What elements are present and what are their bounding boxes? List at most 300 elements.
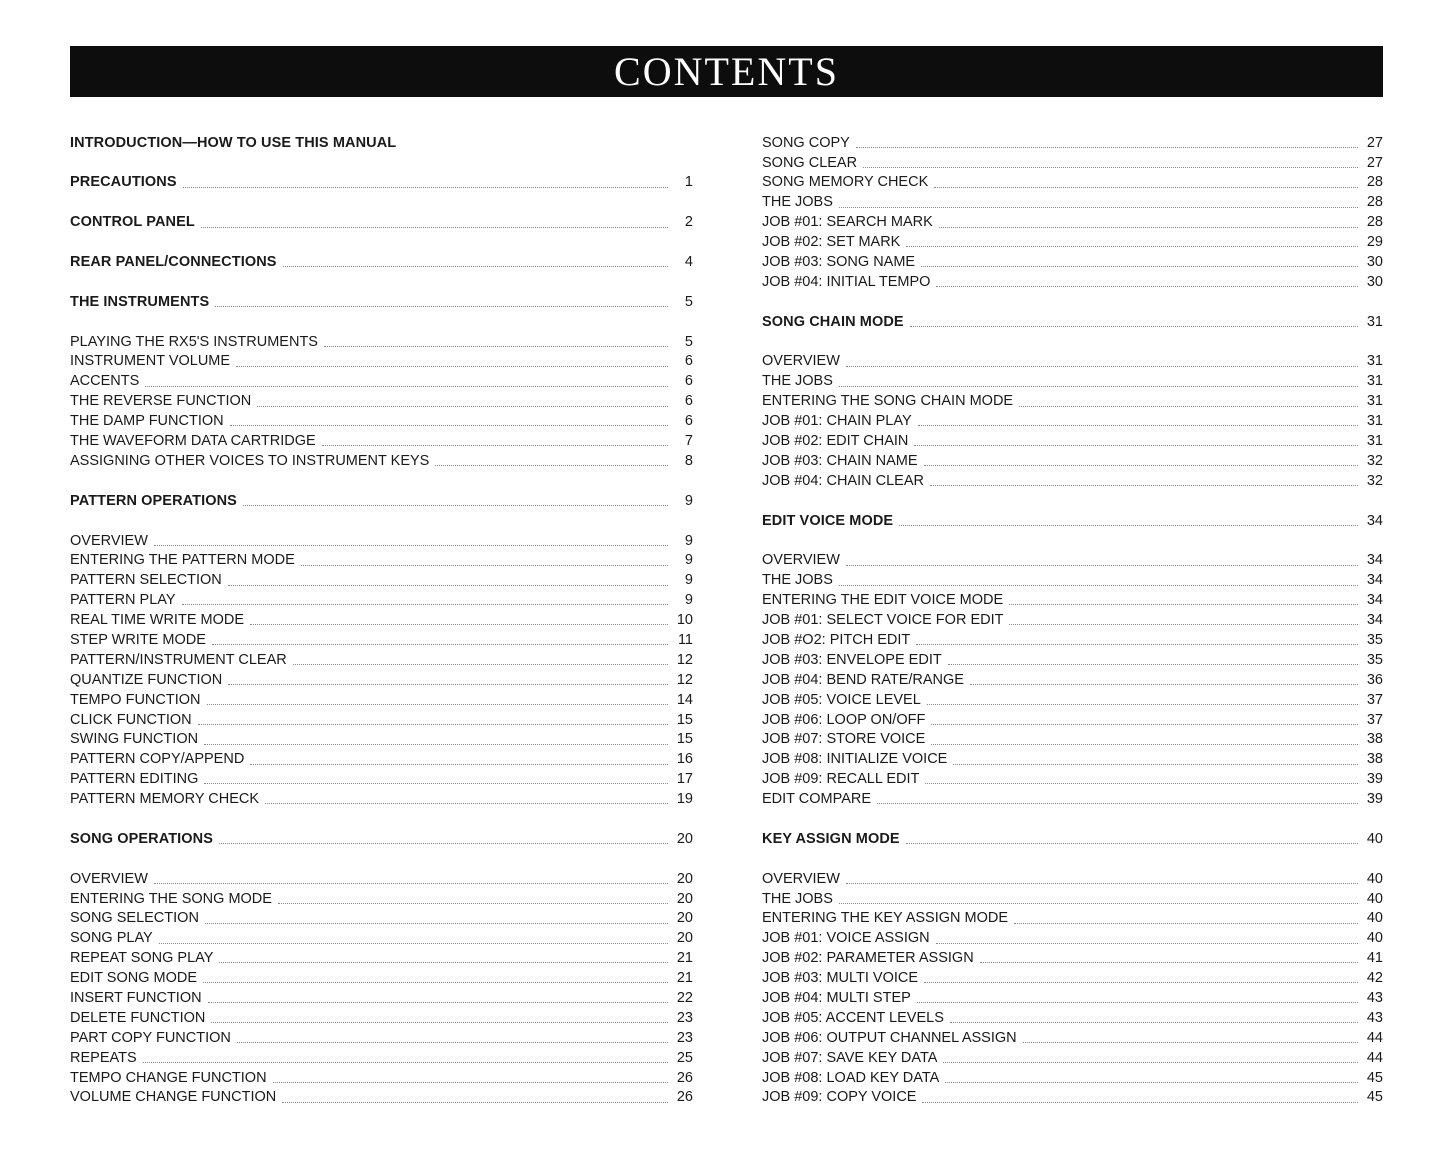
toc-entry[interactable] [70,610,693,630]
toc-entry[interactable] [762,1048,1383,1068]
toc-page-number: 40 [1366,870,1383,887]
toc-page-number: 6 [684,373,693,390]
toc-entry[interactable] [762,909,1383,929]
toc-entry[interactable] [762,1088,1383,1108]
toc-entry[interactable] [70,392,693,412]
toc-entry[interactable] [762,929,1383,949]
toc-page-number: 41 [1366,950,1383,967]
dot-leader [910,325,1358,327]
toc-entry[interactable] [762,133,1383,153]
dot-leader [204,743,668,745]
toc-page-number: 5 [684,333,693,350]
toc-entry[interactable] [762,471,1383,491]
toc-entry[interactable] [762,630,1383,650]
toc-page-number: 29 [1366,234,1383,251]
dot-leader [237,1041,668,1043]
toc-entry-label: OVERVIEW [70,532,148,549]
toc-section-heading[interactable] [70,252,693,272]
toc-spacer [70,849,693,869]
dot-leader [917,1001,1358,1003]
page-title: CONTENTS [614,48,839,94]
dot-leader [1014,922,1358,924]
toc-page-number: 27 [1366,154,1383,171]
toc-spacer [70,471,693,491]
toc-page-number: 16 [676,751,693,768]
toc-section-heading[interactable] [70,213,693,233]
dot-leader [1009,623,1358,625]
toc-entry[interactable] [762,173,1383,193]
dot-leader [1023,1041,1358,1043]
toc-page-number: 11 [677,631,693,648]
toc-entry-label: JOB #02: PARAMETER ASSIGN [762,950,974,967]
toc-entry-label: JOB #01: SEARCH MARK [762,214,933,231]
toc-page-number: 10 [676,612,693,629]
toc-entry[interactable] [762,411,1383,431]
toc-entry-label: REAR PANEL/CONNECTIONS [70,254,277,271]
dot-leader [839,584,1358,586]
dot-leader [899,524,1358,526]
dot-leader [931,743,1358,745]
dot-leader [228,584,668,586]
toc-entry[interactable] [762,590,1383,610]
toc-entry[interactable] [70,710,693,730]
toc-entry-label: THE JOBS [762,572,833,589]
toc-entry-label: JOB #05: ACCENT LEVELS [762,1009,944,1026]
toc-spacer [70,193,693,213]
toc-page-number: 34 [1366,572,1383,589]
toc-entry[interactable] [762,451,1383,471]
dot-leader [203,981,668,983]
dot-leader [301,564,668,566]
toc-entry-label: EDIT COMPARE [762,791,872,808]
toc-entry[interactable] [762,431,1383,451]
toc-entry-label: JOB #04: INITIAL TEMPO [762,273,931,290]
toc-page-number: 44 [1366,1029,1383,1046]
toc-entry-label: JOB #09: RECALL EDIT [762,771,920,788]
toc-entry-label: SONG MEMORY CHECK [762,174,929,191]
toc-entry[interactable] [762,153,1383,173]
dot-leader [936,285,1358,287]
dot-leader [934,186,1358,188]
toc-entry[interactable] [70,789,693,809]
dot-leader [922,1101,1358,1103]
dot-leader [283,265,668,267]
toc-spacer [70,272,693,292]
toc-entry[interactable] [70,988,693,1008]
toc-entry-label: ENTERING THE EDIT VOICE MODE [762,592,1004,609]
toc-entry[interactable] [762,710,1383,730]
toc-page-number: 23 [676,1009,693,1026]
dot-leader [198,723,668,725]
toc-entry[interactable] [70,451,693,471]
toc-entry[interactable] [762,1028,1383,1048]
toc-page-number: 40 [1366,910,1383,927]
toc-entry[interactable] [70,1088,693,1108]
toc-page-number: 34 [1366,612,1383,629]
toc-spacer [762,332,1383,352]
toc-right-column [762,133,1383,1108]
toc-entry[interactable] [762,650,1383,670]
toc-page-number: 40 [1366,890,1383,907]
toc-entry[interactable] [762,889,1383,909]
toc-entry[interactable] [762,869,1383,889]
dot-leader [154,882,668,884]
toc-entry-label: SWING FUNCTION [70,731,199,748]
toc-entry[interactable] [70,690,693,710]
toc-section-heading[interactable] [70,292,693,312]
dot-leader [943,1061,1358,1063]
toc-entry[interactable] [762,770,1383,790]
toc-entry-label: JOB #01: SELECT VOICE FOR EDIT [762,612,1004,629]
toc-entry-label: PATTERN OPERATIONS [70,492,237,509]
toc-page-number: 32 [1366,472,1383,489]
dot-leader [948,663,1358,665]
toc-page-number: 31 [1366,373,1383,390]
toc-spacer [762,292,1383,312]
toc-page-number: 34 [1366,552,1383,569]
dot-leader [839,206,1358,208]
toc-entry[interactable] [70,670,693,690]
toc-page-number: 17 [676,771,693,788]
toc-page-number: 26 [676,1089,693,1106]
toc-page-number: 26 [676,1069,693,1086]
toc-entry-label: EDIT VOICE MODE [762,512,894,529]
dot-leader [145,385,668,387]
toc-entry-label: JOB #O2: PITCH EDIT [762,631,911,648]
dot-leader [906,245,1358,247]
toc-entry[interactable] [762,968,1383,988]
dot-leader [839,385,1358,387]
toc-entry-label: DELETE FUNCTION [70,1009,206,1026]
dot-leader [950,1021,1358,1023]
toc-entry-label: JOB #03: SONG NAME [762,254,916,271]
dot-leader [293,663,668,665]
dot-leader [208,1001,668,1003]
toc-entry-label: JOB #03: ENVELOPE EDIT [762,651,942,668]
toc-entry-label: INTRODUCTION—HOW TO USE THIS MANUAL [70,134,397,151]
toc-entry-label: SONG PLAY [70,930,153,947]
toc-entry-label: OVERVIEW [70,870,148,887]
toc-entry-label: QUANTIZE FUNCTION [70,671,223,688]
dot-leader [877,802,1358,804]
toc-page-number: 8 [684,452,693,469]
toc-page-number: 30 [1366,254,1383,271]
dot-leader [435,464,668,466]
toc-entry-label: THE REVERSE FUNCTION [70,393,252,410]
toc-entry[interactable] [70,1068,693,1088]
toc-section-heading[interactable] [762,829,1383,849]
toc-spacer [70,232,693,252]
toc-entry[interactable] [762,571,1383,591]
dot-leader [324,345,668,347]
toc-page-number: 34 [1366,592,1383,609]
toc-entry-label: ENTERING THE SONG CHAIN MODE [762,393,1014,410]
dot-leader [211,1021,668,1023]
toc-entry[interactable] [70,770,693,790]
toc-entry[interactable] [70,571,693,591]
dot-leader [918,424,1358,426]
toc-page-number: 37 [1366,711,1383,728]
toc-entry-label: THE JOBS [762,373,833,390]
toc-page-number: 39 [1366,771,1383,788]
toc-left-column [70,133,693,1108]
toc-entry[interactable] [762,272,1383,292]
toc-entry-label: SONG CHAIN MODE [762,313,904,330]
toc-entry-label: INSTRUMENT VOLUME [70,353,231,370]
dot-leader [219,842,668,844]
dot-leader [931,723,1358,725]
dot-leader [243,504,668,506]
toc-entry-label: JOB #04: CHAIN CLEAR [762,472,924,489]
dot-leader [230,424,668,426]
toc-page-number: 25 [676,1049,693,1066]
toc-page-number: 39 [1366,791,1383,808]
toc-spacer [70,809,693,829]
toc-page-number: 38 [1366,751,1383,768]
toc-entry-label: SONG COPY [762,134,850,151]
dot-leader [236,365,668,367]
toc-entry[interactable] [762,193,1383,213]
toc-spacer [762,809,1383,829]
toc-page-number: 15 [676,711,693,728]
toc-entry[interactable] [762,252,1383,272]
toc-entry-label: THE INSTRUMENTS [70,293,210,310]
toc-entry-label: REAL TIME WRITE MODE [70,612,245,629]
toc-entry[interactable] [762,789,1383,809]
toc-entry[interactable] [70,1028,693,1048]
toc-entry[interactable] [70,352,693,372]
toc-page-number: 31 [1366,433,1383,450]
toc-section-heading[interactable] [70,491,693,511]
toc-page-number: 6 [684,393,693,410]
dot-leader [914,444,1358,446]
toc-page-number: 20 [676,930,693,947]
toc-entry-label: JOB #07: SAVE KEY DATA [762,1049,938,1066]
toc-entry[interactable] [70,968,693,988]
toc-page-number: 28 [1366,194,1383,211]
toc-entry-label: JOB #03: CHAIN NAME [762,452,918,469]
dot-leader [939,226,1358,228]
dot-leader [201,226,668,228]
dot-leader [953,763,1358,765]
toc-entry-label: TEMPO FUNCTION [70,691,201,708]
dot-leader [215,305,668,307]
dot-leader [924,981,1358,983]
toc-section-heading[interactable] [762,511,1383,531]
dot-leader [927,703,1358,705]
toc-page-number: 32 [1366,452,1383,469]
toc-entry[interactable] [70,590,693,610]
toc-entry[interactable] [762,949,1383,969]
toc-page-number: 31 [1366,353,1383,370]
toc-entry-label: JOB #09: COPY VOICE [762,1089,917,1106]
toc-page-number: 31 [1366,393,1383,410]
toc-section-heading[interactable] [70,133,693,153]
toc-entry-label: SONG OPERATIONS [70,830,214,847]
toc-entry[interactable] [70,431,693,451]
dot-leader [204,782,668,784]
dot-leader [846,882,1358,884]
toc-entry[interactable] [70,929,693,949]
toc-entry-label: THE WAVEFORM DATA CARTRIDGE [70,433,316,450]
toc-page-number: 31 [1366,413,1383,430]
toc-entry-label: INSERT FUNCTION [70,989,202,1006]
toc-entry[interactable] [70,889,693,909]
toc-entry[interactable] [70,730,693,750]
toc-entry[interactable] [762,551,1383,571]
toc-entry-label: STEP WRITE MODE [70,631,206,648]
toc-entry-label: JOB #04: BEND RATE/RANGE [762,671,964,688]
toc-page-number: 12 [676,671,693,688]
toc-entry-label: SONG SELECTION [70,910,199,927]
toc-entry[interactable] [762,352,1383,372]
toc-entry-label: JOB #05: VOICE LEVEL [762,691,921,708]
toc-page-number: 35 [1366,651,1383,668]
toc-entry-label: THE JOBS [762,194,833,211]
toc-entry-label: EDIT SONG MODE [70,970,198,987]
dot-leader [980,961,1358,963]
toc-entry-label: PRECAUTIONS [70,174,177,191]
toc-spacer [762,531,1383,551]
toc-entry[interactable] [762,372,1383,392]
toc-entry-label: PLAYING THE RX5'S INSTRUMENTS [70,333,318,350]
toc-entry[interactable] [762,392,1383,412]
toc-page-number: 6 [684,353,693,370]
dot-leader [322,444,668,446]
toc-page-number: 20 [676,870,693,887]
toc-entry[interactable] [762,610,1383,630]
toc-page-number: 45 [1366,1069,1383,1086]
toc-entry-label: JOB #02: SET MARK [762,234,901,251]
toc-entry[interactable] [70,909,693,929]
toc-entry[interactable] [70,1008,693,1028]
toc-entry-label: REPEATS [70,1049,137,1066]
toc-page-number: 22 [676,989,693,1006]
dot-leader [278,902,668,904]
toc-page-number: 44 [1366,1049,1383,1066]
toc-entry[interactable] [762,213,1383,233]
toc-page-number: 1 [684,174,693,191]
toc-entry[interactable] [762,988,1383,1008]
toc-section-heading[interactable] [70,173,693,193]
dot-leader [183,186,668,188]
dot-leader [930,484,1358,486]
toc-page-number: 7 [684,433,693,450]
dot-leader [846,365,1358,367]
toc-entry-label: ACCENTS [70,373,140,390]
toc-page-number: 34 [1366,512,1383,529]
toc-entry-label: JOB #02: EDIT CHAIN [762,433,909,450]
dot-leader [154,544,668,546]
toc-section-heading[interactable] [762,312,1383,332]
dot-leader [945,1081,1358,1083]
toc-section-heading[interactable] [70,829,693,849]
dot-leader [182,603,668,605]
dot-leader [159,942,668,944]
toc-page-number: 30 [1366,273,1383,290]
toc-page-number: 28 [1366,174,1383,191]
toc-spacer [70,511,693,531]
toc-spacer [762,849,1383,869]
dot-leader [863,166,1358,168]
dot-leader [839,902,1358,904]
toc-entry[interactable] [70,869,693,889]
toc-entry[interactable] [762,670,1383,690]
toc-entry[interactable] [70,630,693,650]
toc-entry[interactable] [70,650,693,670]
toc-entry-label: ENTERING THE PATTERN MODE [70,552,295,569]
toc-spacer [70,153,693,173]
dot-leader [921,265,1358,267]
toc-page-number: 14 [676,691,693,708]
toc-page-number: 23 [676,1029,693,1046]
dot-leader [282,1101,668,1103]
toc-page-number: 9 [684,592,693,609]
toc-entry[interactable] [70,372,693,392]
toc-entry-label: JOB #03: MULTI VOICE [762,970,919,987]
toc-entry[interactable] [762,1008,1383,1028]
toc-entry[interactable] [70,411,693,431]
toc-entry[interactable] [762,690,1383,710]
toc-page-number: 5 [684,293,693,310]
toc-page-number: 42 [1366,970,1383,987]
toc-page-number: 9 [684,572,693,589]
dot-leader [143,1061,668,1063]
toc-entry-label: PATTERN EDITING [70,771,199,788]
toc-page-number: 40 [1366,830,1383,847]
toc-page-number: 27 [1366,134,1383,151]
dot-leader [207,703,669,705]
dot-leader [924,464,1358,466]
toc-entry[interactable] [762,232,1383,252]
toc-spacer [70,312,693,332]
toc-entry-label: REPEAT SONG PLAY [70,950,214,967]
toc-entry-label: JOB #01: CHAIN PLAY [762,413,912,430]
toc-entry[interactable] [70,531,693,551]
toc-entry-label: JOB #01: VOICE ASSIGN [762,930,930,947]
dot-leader [205,922,668,924]
toc-entry-label: OVERVIEW [762,870,840,887]
dot-leader [228,683,668,685]
toc-entry[interactable] [70,1048,693,1068]
toc-entry[interactable] [70,332,693,352]
toc-page-number: 31 [1366,313,1383,330]
toc-page-number: 20 [676,910,693,927]
dot-leader [273,1081,668,1083]
toc-page-number: 43 [1366,989,1383,1006]
toc-entry[interactable] [70,551,693,571]
dot-leader [257,405,668,407]
toc-entry[interactable] [762,730,1383,750]
toc-entry[interactable] [762,1068,1383,1088]
toc-entry-label: THE JOBS [762,890,833,907]
toc-spacer [762,491,1383,511]
toc-entry-label: JOB #06: LOOP ON/OFF [762,711,926,728]
toc-entry-label: JOB #06: OUTPUT CHANNEL ASSIGN [762,1029,1017,1046]
toc-entry-label: THE DAMP FUNCTION [70,413,224,430]
dot-leader [906,842,1358,844]
toc-entry[interactable] [70,750,693,770]
dot-leader [250,763,668,765]
toc-page-number: 45 [1366,1089,1383,1106]
toc-page-number: 43 [1366,1009,1383,1026]
dot-leader [1019,405,1358,407]
toc-entry[interactable] [762,750,1383,770]
toc-page-number: 20 [676,890,693,907]
toc-entry-label: PATTERN COPY/APPEND [70,751,245,768]
toc-entry[interactable] [70,949,693,969]
toc-entry-label: ENTERING THE KEY ASSIGN MODE [762,910,1009,927]
